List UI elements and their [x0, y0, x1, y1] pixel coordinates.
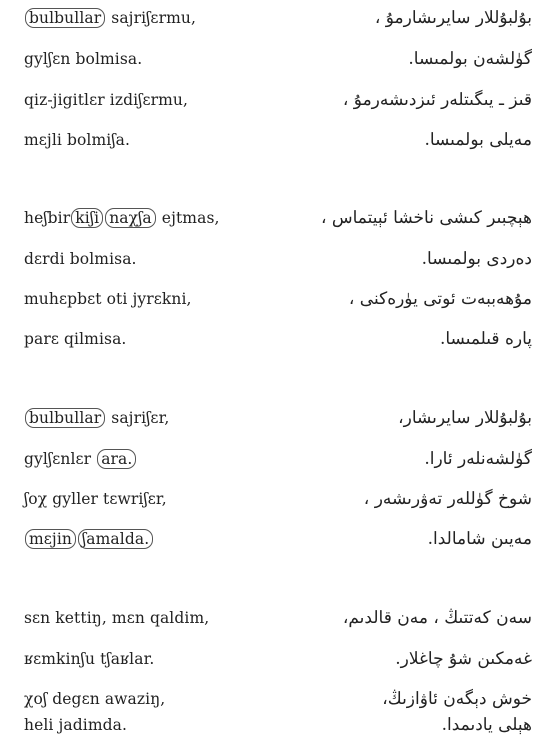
uyghur-text: مۇھەببەت ئوتى يۈرەكنى ، [348, 289, 532, 309]
latin-transcription: heʃbir kiʃi naχʃa ejtmas, [24, 209, 220, 227]
boxed-word: ara. [97, 449, 136, 469]
latin-transcription: mɛjli bolmiʃa. [24, 131, 131, 149]
latin-transcription: sɛn kettiŋ, mɛn qaldim, [24, 609, 210, 627]
poem-line [0, 686, 558, 712]
latin-transcription: parɛ qilmisa. [24, 330, 127, 348]
boxed-word: kiʃi [71, 208, 103, 228]
poem-line [0, 286, 558, 312]
boxed-word: mɛjin [25, 529, 76, 549]
uyghur-text: گۈلشەن بولمىسا. [408, 49, 532, 69]
uyghur-text: گۈلشەنلەر ئارا. [424, 449, 532, 469]
latin-transcription: heli jadimda. [24, 716, 128, 734]
uyghur-text: غەمكىن شۇ چاغلار. [395, 649, 532, 669]
uyghur-text: مەيلى بولمىسا. [424, 130, 532, 150]
poem-line [0, 405, 558, 431]
latin-transcription: dɛrdi bolmisa. [24, 250, 137, 268]
latin-transcription: bulbullar sajriʃɛr, [24, 405, 169, 431]
poem-line [0, 127, 558, 153]
latin-transcription [24, 526, 154, 552]
uyghur-text: ھېلى يادىمدا. [441, 715, 532, 735]
latin-transcription: qiz-jigitlɛr izdiʃɛrmu, [24, 91, 189, 109]
latin-transcription: χoʃ degɛn awaziŋ, [24, 690, 166, 708]
uyghur-text: شوخ گۈللەر تەۋرىشەر ، [363, 489, 532, 509]
poem-line [0, 326, 558, 352]
latin-transcription: gylʃɛn bolmisa. [24, 50, 143, 68]
uyghur-text: بۇلبۇللار سايرىشار، [398, 408, 532, 428]
uyghur-text: ھېچبىر كىشى ناخشا ئېيتماس ، [320, 208, 532, 228]
boxed-word: ʃamalda. [78, 529, 153, 549]
uyghur-text: پارە قىلمىسا. [439, 329, 532, 349]
latin-transcription: ʁɛmkinʃu tʃaʁlar. [24, 650, 155, 668]
uyghur-text: مەيىن شامالدا. [427, 529, 532, 549]
poem-line [0, 605, 558, 631]
latin-transcription: gylʃɛnlɛr ara. [24, 446, 137, 472]
boxed-word: bulbullar [25, 8, 105, 28]
poem-line [0, 87, 558, 113]
poem-line [0, 712, 558, 738]
latin-transcription: ʃoχ gyller tɛwriʃɛr, [24, 490, 167, 508]
poem-line [0, 5, 558, 31]
uyghur-text: سەن كەتتىڭ ، مەن قالدىم، [342, 608, 532, 628]
poem-line [0, 246, 558, 272]
uyghur-text: دەردى بولمىسا. [421, 249, 532, 269]
boxed-word: naχʃa [105, 208, 156, 228]
poem-line [0, 526, 558, 552]
uyghur-text: بۇلبۇللار سايرىشارمۇ ، [374, 8, 532, 28]
boxed-word: bulbullar [25, 408, 105, 428]
uyghur-text: قىز ـ يىگىتلەر ئىزدىشەرمۇ ، [342, 90, 532, 110]
poem-line [0, 486, 558, 512]
latin-transcription: muhɛpbɛt oti jyrɛkni, [24, 290, 192, 308]
poem-line [0, 446, 558, 472]
latin-transcription: bulbullar sajriʃɛrmu, [24, 5, 196, 31]
poem-line [0, 46, 558, 72]
uyghur-text: خوش دېگەن ئاۋازىڭ، [382, 689, 532, 709]
poem-line [0, 646, 558, 672]
poem-line [0, 205, 558, 231]
